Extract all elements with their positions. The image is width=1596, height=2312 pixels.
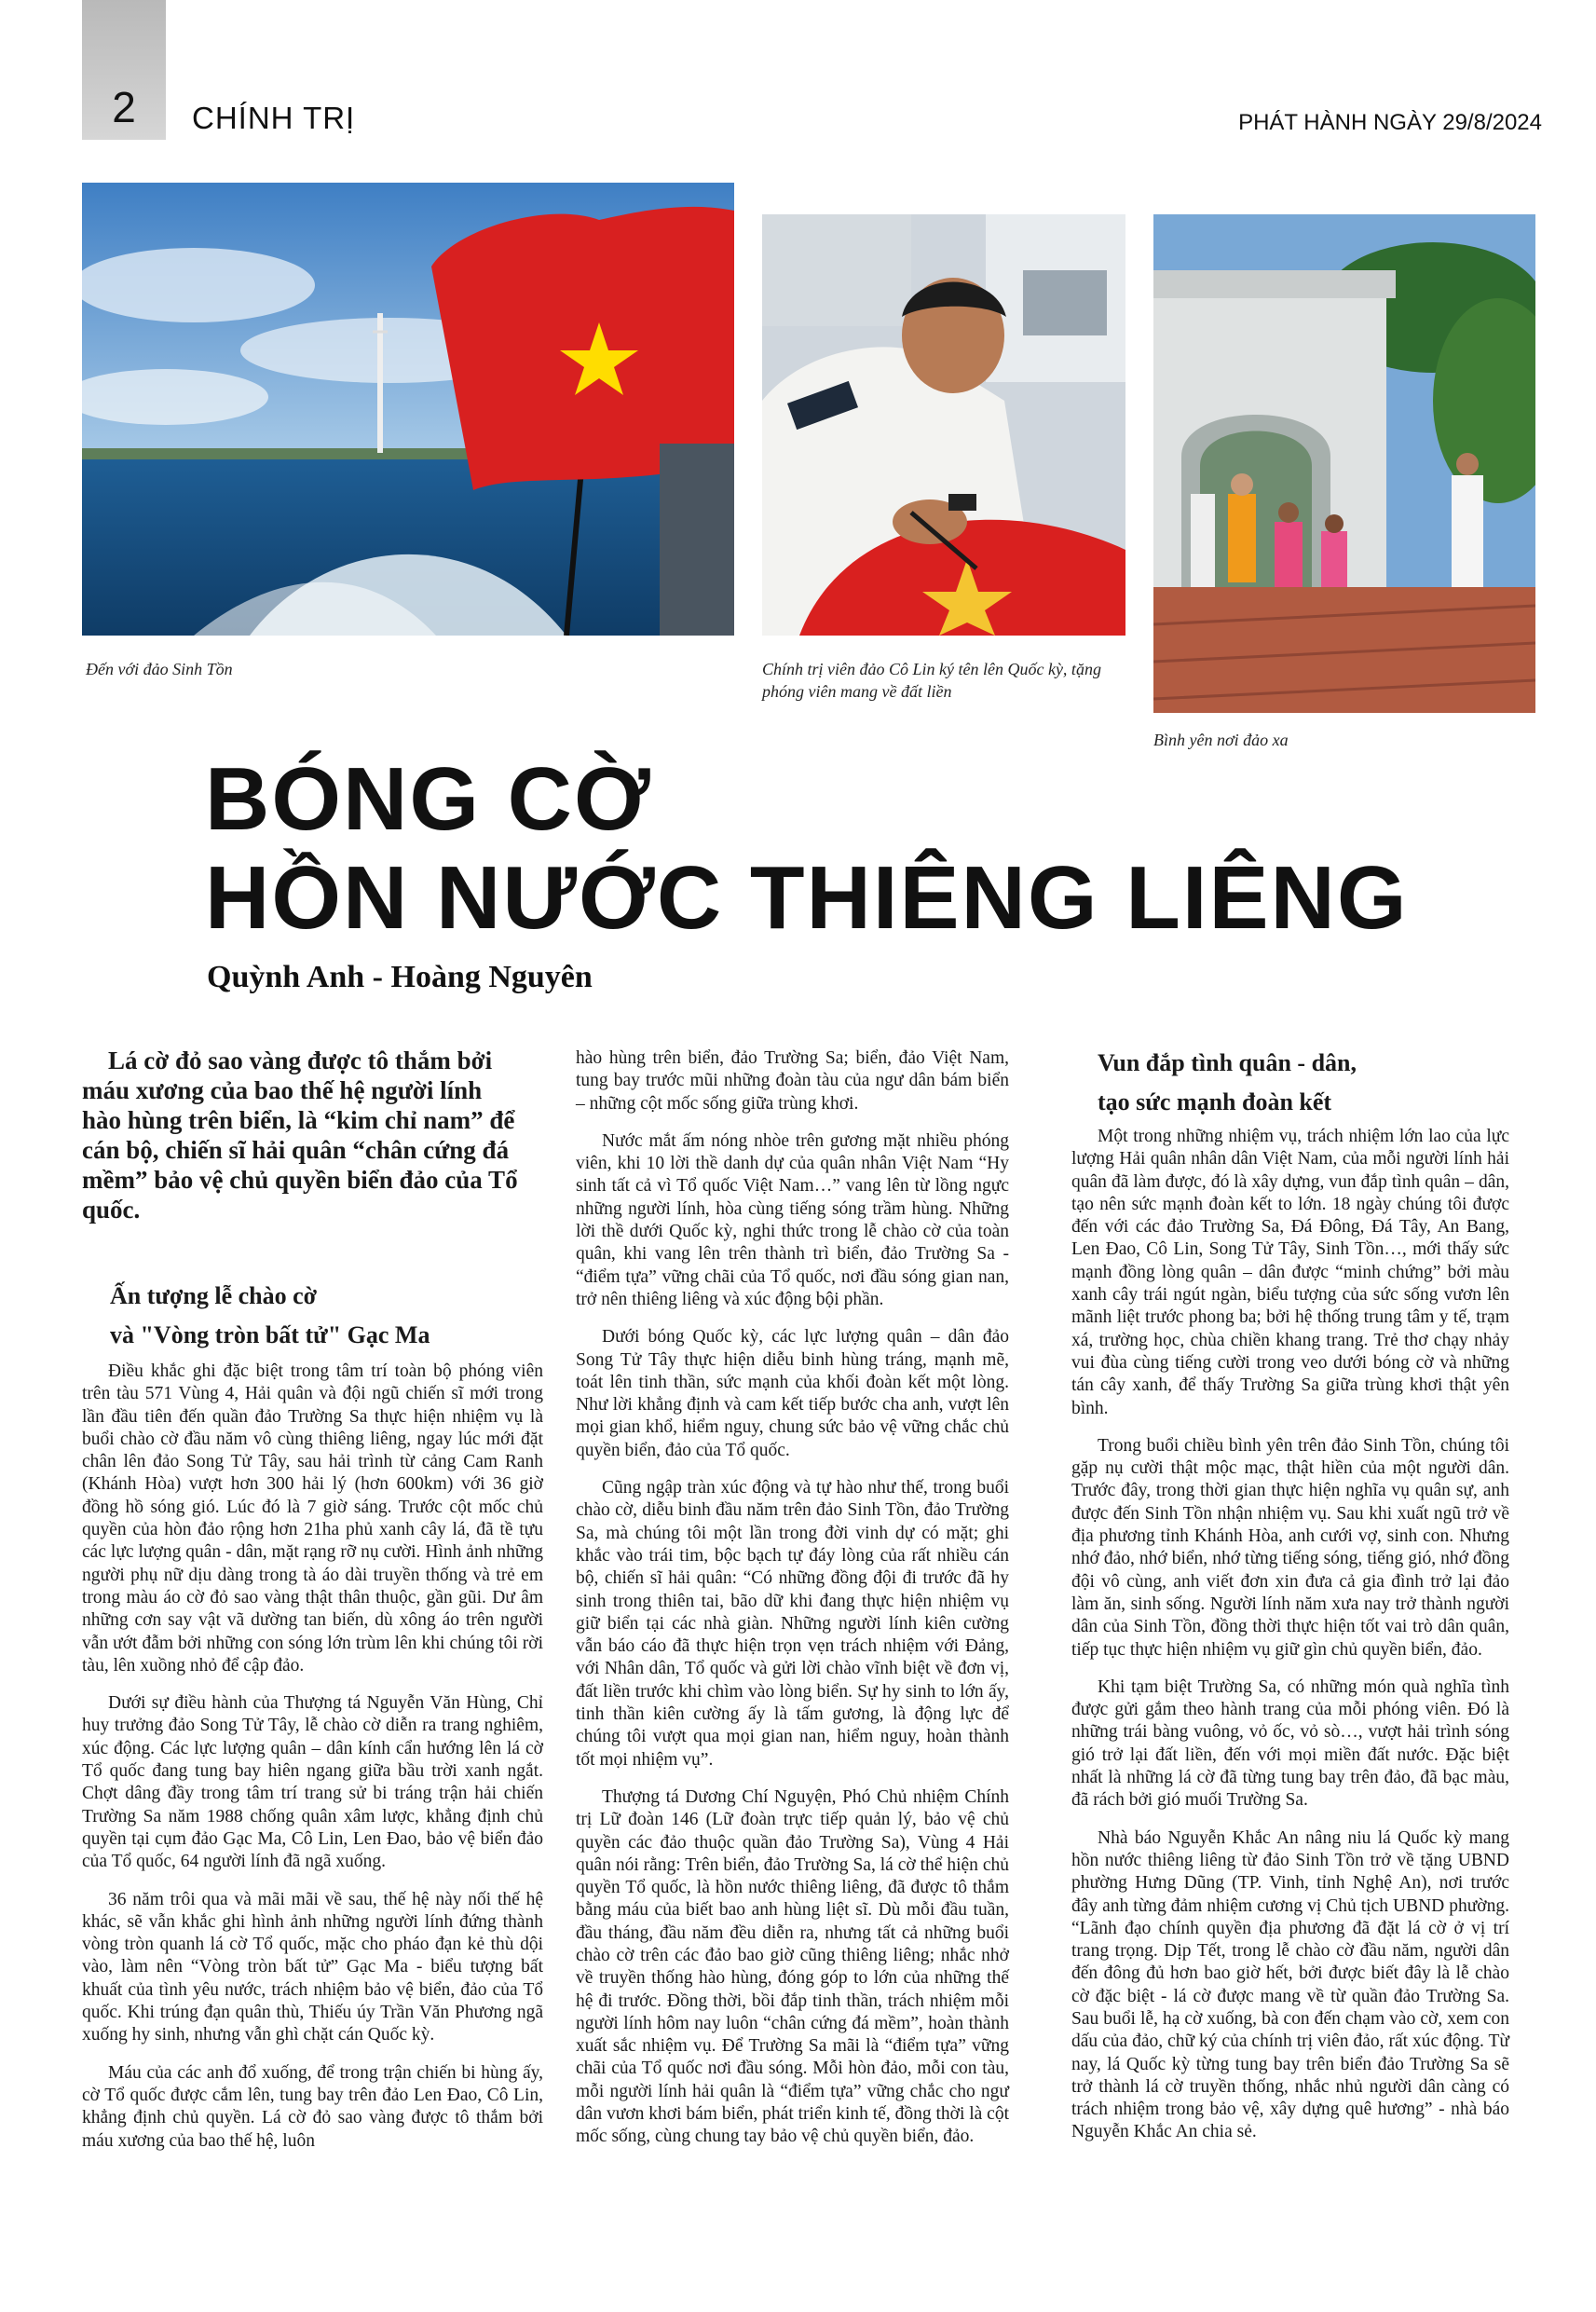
column-3 — [1071, 1044, 1509, 2159]
subhead-2-line-1: Vun đắp tình quân - dân, — [1098, 1049, 1357, 1076]
col2-paragraph: Thượng tá Dương Chí Nguyện, Phó Chủ nhiệm Chính trị Lữ đoàn 146 (Lữ đoàn trực tiếp quản lý, bảo vệ chủ quyền các đảo thuộc quần đảo Trường Sa), Vùng 4 Hải quân nói rằng: Trên biển, đảo Trường Sa, lá cờ thể hiện chủ quyền Tổ quốc, là hồn nước thiêng liêng, đã được tô thắm bằng máu của biết bao anh hùng liệt sĩ. Dù mỗi đầu tuần, đầu tháng, đầu năm đều diễn ra, nhưng tất cả những buổi chào cờ trên các đảo bao giờ cũng thiêng liêng; nhắc nhở về truyền thống hào hùng, đóng góp to lớn của những thế hệ đi trước. Đồng thời, bồi đắp tinh thần, trách nhiệm mỗi người lính hôm nay luôn “chân cứng đá mềm”, hoàn thành xuất sắc nhiệm vụ. Để Trường Sa mãi là “điểm tựa” vững chãi của Tổ quốc nơi đầu sóng. Mỗi hòn đảo, mỗi con tàu, mỗi người lính hải quân là “điểm tựa” vững chắc cho ngư dân vươn khơi bám biển, phát triển kinh tế, đồng thời là cột mốc sống, cùng chung tay bảo vệ chủ quyền biển, đảo. — [576, 1786, 1010, 2147]
col1-paragraph: Máu của các anh đổ xuống, để trong trận chiến bi hùng ấy, cờ Tổ quốc được cắm lên, tung bay trên đảo Len Đao, Cô Lin, khẳng định chủ quyền. Lá cờ đỏ sao vàng được tô thắm bởi máu xương của bao thế hệ, luôn — [82, 2062, 543, 2151]
photo-2-caption: Chính trị viên đảo Cô Lin ký tên lên Quốc kỳ, tặng phóng viên mang về đất liền — [762, 660, 1101, 701]
col3-paragraph: Trong buổi chiều bình yên trên đảo Sinh Tồn, chúng tôi gặp nụ cười thật mộc mạc, thật hiền của một người dân. Trước đây, trong thời gian thực hiện nghĩa vụ quân sự, anh được đến Sinh Tồn nhận nhiệm vụ. Sau khi xuất ngũ trở về địa phương tỉnh Khánh Hòa, anh cưới vợ, sinh con. Nhưng nhớ đảo, nhớ biển, nhớ từng tiếng sóng, tiếng gió, nhớ đồng đội vô cùng, anh viết đơn xin đưa cả gia đình trở lại đảo làm ăn, sinh sống. Người lính năm xưa nay trở thành người dân của Sinh Tồn, đồng thời thực hiện tốt vai trò dân quân, tiếp tục thực hiện nhiệm vụ giữ gìn chủ quyền biển, đảo. — [1071, 1435, 1509, 1660]
col3-paragraph: Một trong những nhiệm vụ, trách nhiệm lớn lao của lực lượng Hải quân nhân dân Việt Nam, của mỗi người lính hải quân đã làm được, đó là xây dựng, vun đắp tình quân – dân, tạo nên sức mạnh đoàn kết to lớn. 18 ngày chúng tôi được đến với các đảo Trường Sa, Đá Đông, Đá Tây, An Bang, Len Đao, Cô Lin, Song Tử Tây, Sinh Tồn…, mới thấy sức mạnh đồng lòng quân – dân được “minh chứng” bởi màu xanh cây trái ngút ngàn, biểu tượng của sức sống vươn lên mãnh liệt trước phong ba; bởi hệ thống trung tâm y tế, trạm xá, trường học, chùa chiền khang trang. Trẻ thơ chạy nhảy vui đùa cùng tiếng cười trong veo dưới bóng cờ và những tán cây xanh, để thấy Trường Sa giữa trùng khơi thật yên bình. — [1071, 1127, 1509, 1418]
lead-paragraph: Lá cờ đỏ sao vàng được tô thắm bởi máu xương của bao thế hệ người lính hào hùng trên biển, là “kim chỉ nam” để cán bộ, chiến sĩ hải quân “chân cứng đá mềm” bảo vệ chủ quyền biển đảo của Tổ quốc. — [82, 1047, 518, 1224]
photo-temple-gate — [1153, 214, 1535, 713]
article-title — [205, 750, 1409, 948]
subhead-1-line-1: Ấn tượng lễ chào cờ — [110, 1282, 318, 1309]
column-2 — [576, 1047, 1009, 2164]
subhead-1-line-2: và "Vòng tròn bất tử" Gạc Ma — [110, 1321, 430, 1348]
column-1 — [82, 1046, 543, 2168]
col2-paragraph: hào hùng trên biển, đảo Trường Sa; biển, đảo Việt Nam, tung bay trước mũi những đoàn tàu của ngư dân bám biển – những cột mốc sống giữa trùng khơi. — [576, 1048, 1009, 1114]
byline: Quỳnh Anh - Hoàng Nguyên — [207, 960, 593, 994]
col1-paragraph: 36 năm trôi qua và mãi mãi về sau, thế hệ này nối thế hệ khác, sẽ vẫn khắc ghi hình ảnh những người lính đứng thành vòng tròn quanh lá cờ Tổ quốc, mặc cho pháo đạn kẻ thù dội vào, làm nên “Vòng tròn bất tử” Gạc Ma - biểu tượng bất khuất của tình yêu nước, trách nhiệm bảo vệ biển, đảo của Tổ quốc. Khi trúng đạn quân thù, Thiếu úy Trần Văn Phương ngã xuống hy sinh, nhưng vẫn ghì chặt cán Quốc kỳ. — [82, 1889, 543, 2045]
photo-sinh-ton-sea — [82, 183, 734, 636]
photo-1-caption: Đến với đảo Sinh Tồn — [86, 660, 233, 678]
col2-paragraph: Nước mắt ấm nóng nhòe trên gương mặt nhiều phóng viên, khi 10 lời thề danh dự của quân nhân Việt Nam “Hy sinh tất cả vì Tổ quốc Việt Nam…” vang lên từ lồng ngực những người lính, hòa cùng tiếng sóng trầm hùng. Những lời thề dưới Quốc kỳ, nghi thức trong lễ chào cờ của toàn quân, khi vang lên trên thành trì biển, đảo Trường Sa - “điểm tựa” vững chãi của Tổ quốc, nơi đầu sóng gian nan, trở nên thiêng liêng và xúc động bội phần. — [576, 1130, 1009, 1309]
page-number: 2 — [112, 83, 136, 131]
photo-3-caption: Bình yên nơi đảo xa — [1153, 731, 1289, 749]
article-title-line-1: BÓNG CỜ — [205, 749, 652, 849]
col1-paragraph: Điều khắc ghi đặc biệt trong tâm trí toàn bộ phóng viên trên tàu 571 Vùng 4, Hải quân và đội ngũ chiến sĩ mới trong lần đầu tiên đến quần đảo Trường Sa thực hiện nhiệm vụ là buổi chào cờ đầu năm vô cùng thiêng liêng, ngay lúc mới đặt chân lên đảo Song Tử Tây, sau hải trình từ cảng Cam Ranh (Khánh Hòa) vượt hơn 300 hải lý (hơn 600km) với 36 giờ đồng hồ sóng gió. Lúc đó là 7 giờ sáng. Trước cột mốc chủ quyền của hòn đảo rộng hơn 21ha phủ xanh cây lá, đã tề tựu các lực lượng quân - dân, mặt rạng rỡ nụ cười. Hình ảnh những người phụ nữ dịu dàng trong tà áo dài truyền thống và trẻ em trong màu áo cờ đỏ sao vàng thật thân thuộc, gần gũi. Dư âm những cơn say vật vã dường tan biến, dù xông áo trên người vẫn ướt đẫm bởi những con sóng lớn trùm lên khi chúng tôi rời tàu, lên xuồng nhỏ để cập đảo. — [82, 1361, 543, 1676]
section-title: CHÍNH TRỊ — [192, 101, 356, 135]
col1-paragraph: Dưới sự điều hành của Thượng tá Nguyễn Văn Hùng, Chỉ huy trưởng đảo Song Tử Tây, lễ chào cờ diễn ra trang nghiêm, xúc động. Các lực lượng quân – dân kính cẩn hướng lên lá cờ Tổ quốc đang tung bay hiên ngang giữa bầu trời xanh ngắt. Chợt dâng đầy trong tâm trí trang sử bi tráng trận hải chiến Trường Sa năm 1988 chống quân xâm lược, khẳng định chủ quyền tại cụm đảo Gạc Ma, Cô Lin, Len Đao, bảo vệ biển đảo của Tổ quốc, 64 người lính đã ngã xuống. — [82, 1693, 543, 1872]
col2-paragraph: Cũng ngập tràn xúc động và tự hào như thế, trong buổi chào cờ, diễu binh đầu năm trên đảo Sinh Tồn, đảo Trường Sa, mà chúng tôi một lần trong đời vinh dự có mặt; ghi khắc vào trái tim, bộc bạch tự đáy lòng của rất nhiều cán bộ, chiến sĩ hải quân: “Có những đồng đội đi trước đã hy sinh trong thiên tai, bão dữ khi đang thực hiện nhiệm vụ giữ biển tại các nhà giàn. Những người lính kiên cường vẫn báo cáo đã thực hiện trọn vẹn trách nhiệm với Đảng, với Nhân dân, Tổ quốc và gửi lời chào vĩnh biệt về đơn vị, đất liền trước khi chìm vào lòng biển. Sự hy sinh to lớn ấy, tinh thần kiên cường ấy là tấm gương, là động lực để chúng tôi vượt qua mọi gian nan, hiểm nguy, hoàn thành tốt mọi nhiệm vụ”. — [576, 1478, 1009, 1770]
photo-officer-signing — [762, 214, 1125, 636]
publish-date: PHÁT HÀNH NGÀY 29/8/2024 — [1238, 110, 1542, 135]
subhead-2-line-2: tạo sức mạnh đoàn kết — [1098, 1088, 1332, 1115]
col2-paragraph: Dưới bóng Quốc kỳ, các lực lượng quân – dân đảo Song Tử Tây thực hiện diễu binh hùng tráng, mạnh mẽ, toát lên tinh thần, sức mạnh của khối đoàn kết một lòng. Như lời khẳng định và cam kết tiếp bước cha anh, vượt lên mọi gian khổ, hiểm nguy, chung sức bảo vệ vững chắc chủ quyền biển, đảo của Tổ quốc. — [576, 1327, 1009, 1460]
col3-paragraph: Khi tạm biệt Trường Sa, có những món quà nghĩa tình được gửi gắm theo hành trang của mỗi phóng viên. Đó là những trái bàng vuông, vỏ ốc, vỏ sò…, vượt hải trình sóng gió trở lại đất liền, đến với mọi miền đất nước. Đặc biệt nhất là những lá cờ đã từng tung bay trên đảo, đã bạc màu, đã rách bởi gió muối Trường Sa. — [1071, 1676, 1509, 1811]
article-title-line-2: HỒN NƯỚC THIÊNG LIÊNG — [205, 848, 1409, 948]
subhead-1 — [82, 1277, 543, 1355]
subhead-2 — [1071, 1044, 1509, 1122]
col3-paragraph: Nhà báo Nguyễn Khắc An nâng niu lá Quốc kỳ mang hồn nước thiêng liêng từ đảo Sinh Tồn trở về tặng UBND phường Hưng Dũng (TP. Vinh, tỉnh Nghệ An), nơi trước đây anh từng đảm nhiệm cương vị Chủ tịch UBND phường. “Lãnh đạo chính quyền địa phương đã đặt lá cờ ở vị trí trang trọng. Dịp Tết, trong lễ chào cờ đầu năm, người dân đến đông đủ hơn bao giờ hết, bởi được biết đây là lễ chào cờ đặc biệt - lá cờ được mang về từ quần đảo Trường Sa. Sau buổi lễ, hạ cờ xuống, bà con đến chạm vào cờ, xem con dấu của đảo, chữ ký của chính trị viên đảo, rất xúc động. Từ nay, lá Quốc kỳ từng tung bay trên biển đảo Trường Sa sẽ trở thành lá cờ truyền thống, nhắc nhủ người dân càng có trách nhiệm trong bảo vệ, xây dựng quê hương” - nhà báo Nguyễn Khắc An chia sẻ. — [1071, 1827, 1509, 2142]
